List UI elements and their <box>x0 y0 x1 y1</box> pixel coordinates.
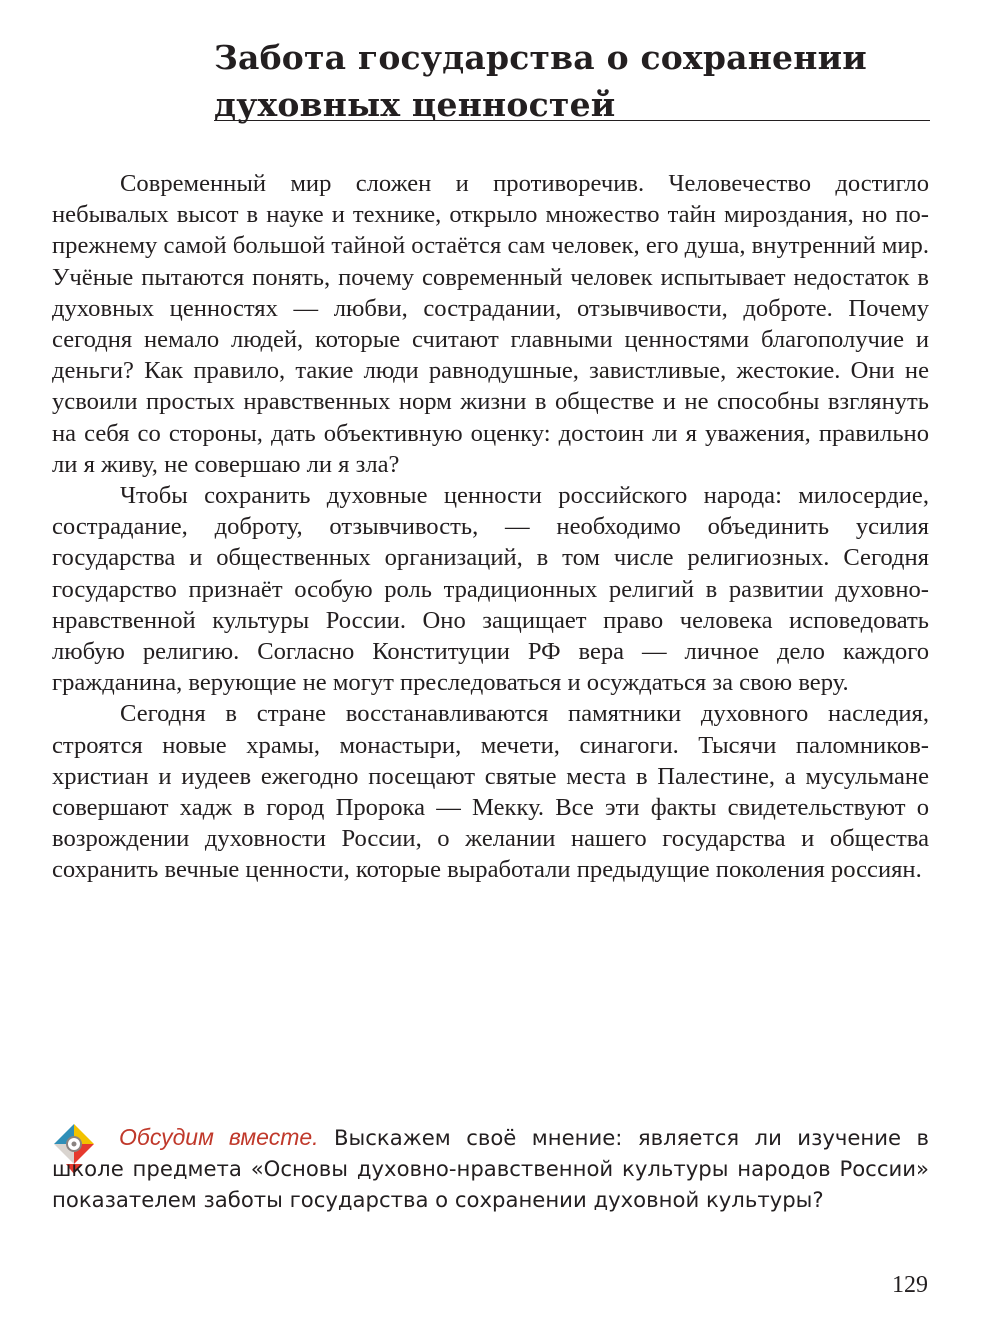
paragraph-2: Чтобы сохранить духовные ценности российского народа: милосердие, сострадание, доброту, отзывчивость, — необходимо объединить усилия государства и общественных организаций, в том числе религиозных. Сегодня государство признаёт особую роль традиционных религий в развитии духовно-нравственной культуры России. Оно защищает право человека исповедовать любую религию. Согласно Конституции РФ вера — личное дело каждого гражданина, верующие не могут преследоваться и осуждаться за свою веру. <box>52 482 929 697</box>
discussion-text: Выскажем своё мнение: является ли изучение в школе предмета «Основы духовно-нравственной культуры народов России» показателем заботы государства о сохранении духовной культуры? <box>52 1125 929 1212</box>
title-underline <box>214 120 930 121</box>
paragraph-1: Современный мир сложен и противоречив. Человечество достигло небывалых высот в науке и технике, открыло множество тайн мироздания, но по-прежнему самой большой тайной остаётся сам человек, его душа, внутренний мир. Учёные пытаются понять, почему современный человек испытывает недостаток в духовных ценностях — любви, сострадании, отзывчивости, доброте. Почему сегодня немало людей, которые считают главными ценностями благополучие и деньги? Как правило, такие люди равнодушные, завистливые, жестокие. Они не усвоили простых нравственных норм жизни в обществе и не способны взглянуть на себя со стороны, дать объективную оценку: достоин ли я уважения, правильно ли я живу, не совершаю ли я зла? <box>52 170 929 478</box>
discussion-block <box>52 1122 929 1215</box>
page-number: 129 <box>892 1272 928 1298</box>
body-text <box>52 168 929 886</box>
discussion-lead: Обсудим вместе. <box>119 1124 319 1150</box>
page-title: Забота государства о сохранении духовных ценностей <box>214 38 867 124</box>
paragraph-3: Сегодня в стране восстанавливаются памятники духовного наследия, строятся новые храмы, монастыри, мечети, синагоги. Тысячи паломников-христиан и иудеев ежегодно посещают святые места в Палестине, а мусульмане совершают хадж в город Пророка — Мекку. Все эти факты свидетельствуют о возрождении духовности России, о желании нашего государства и общества сохранить вечные ценности, которые выработали предыдущие поколения россиян. <box>52 700 929 884</box>
